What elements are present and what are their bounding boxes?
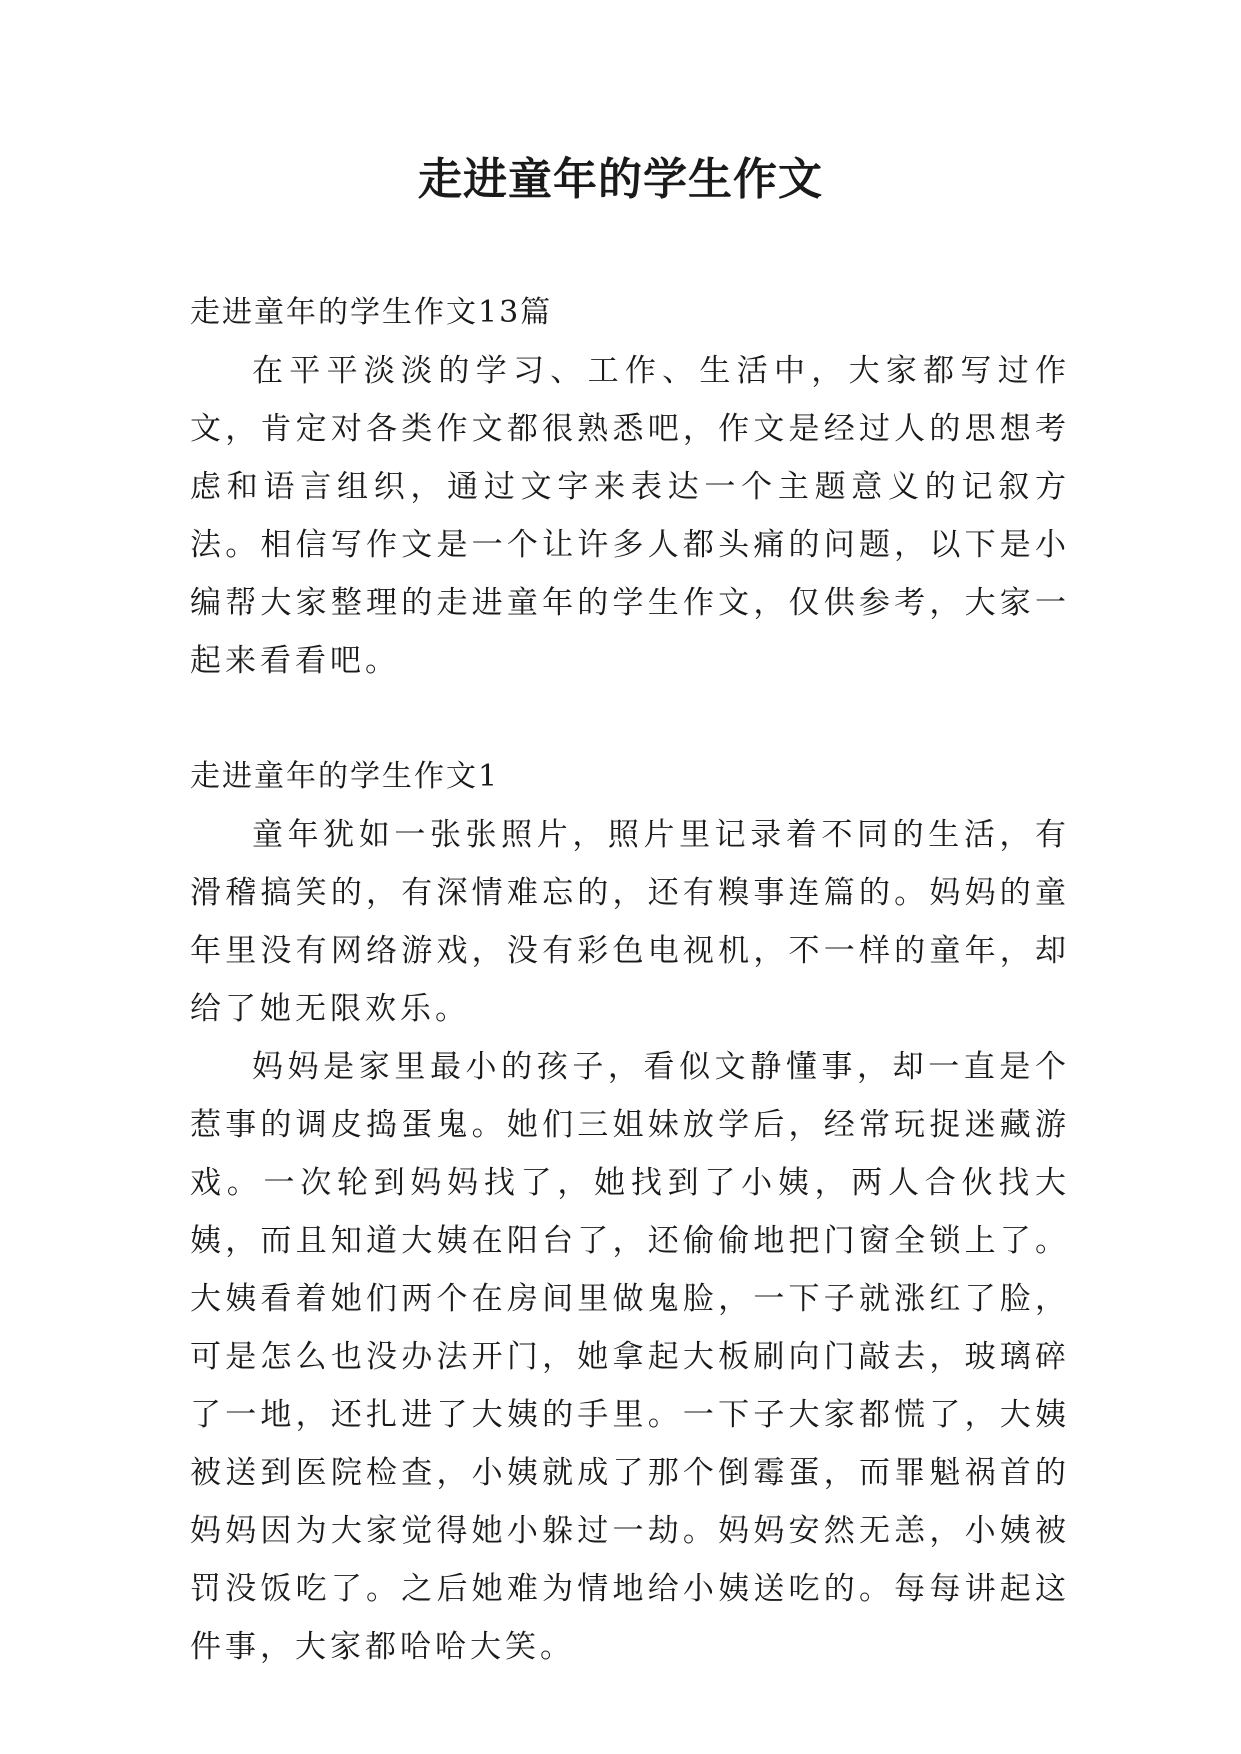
document-body (190, 284, 1070, 1676)
collection-heading: 走进童年的学生作文13篇 (190, 295, 553, 330)
section-1-paragraph-1: 童年犹如一张张照片，照片里记录着不同的生活，有滑稽搞笑的，有深情难忘的，还有糗事连篇的。妈妈的童年里没有网络游戏，没有彩色电视机，不一样的童年，却给了她无限欢乐。 (190, 817, 1070, 1027)
section-1-paragraph-2: 妈妈是家里最小的孩子，看似文静懂事，却一直是个惹事的调皮捣蛋鬼。她们三姐妹放学后，经常玩捉迷藏游戏。一次轮到妈妈找了，她找到了小姨，两人合伙找大姨，而且知道大姨在阳台了，还偷偷地把门窗全锁上了。大姨看着她们两个在房间里做鬼脸，一下子就涨红了脸，可是怎么也没办法开门，她拿起大板刷向门敲去，玻璃碎了一地，还扎进了大姨的手里。一下子大家都慌了，大姨被送到医院检查，小姨就成了那个倒霉蛋，而罪魁祸首的妈妈因为大家觉得她小躲过一劫。妈妈安然无恙，小姨被罚没饭吃了。之后她难为情地给小姨送吃的。每每讲起这件事，大家都哈哈大笑。 (190, 1049, 1070, 1665)
section-spacer (190, 690, 1070, 748)
section-1-heading: 走进童年的学生作文1 (190, 759, 500, 794)
document-title: 走进童年的学生作文 (418, 154, 823, 205)
intro-paragraph: 在平平淡淡的学习、工作、生活中，大家都写过作文，肯定对各类作文都很熟悉吧，作文是经过人的思想考虑和语言组织，通过文字来表达一个主题意义的记叙方法。相信写作文是一个让许多人都头痛的问题，以下是小编帮大家整理的走进童年的学生作文，仅供参考，大家一起来看看吧。 (190, 353, 1070, 679)
